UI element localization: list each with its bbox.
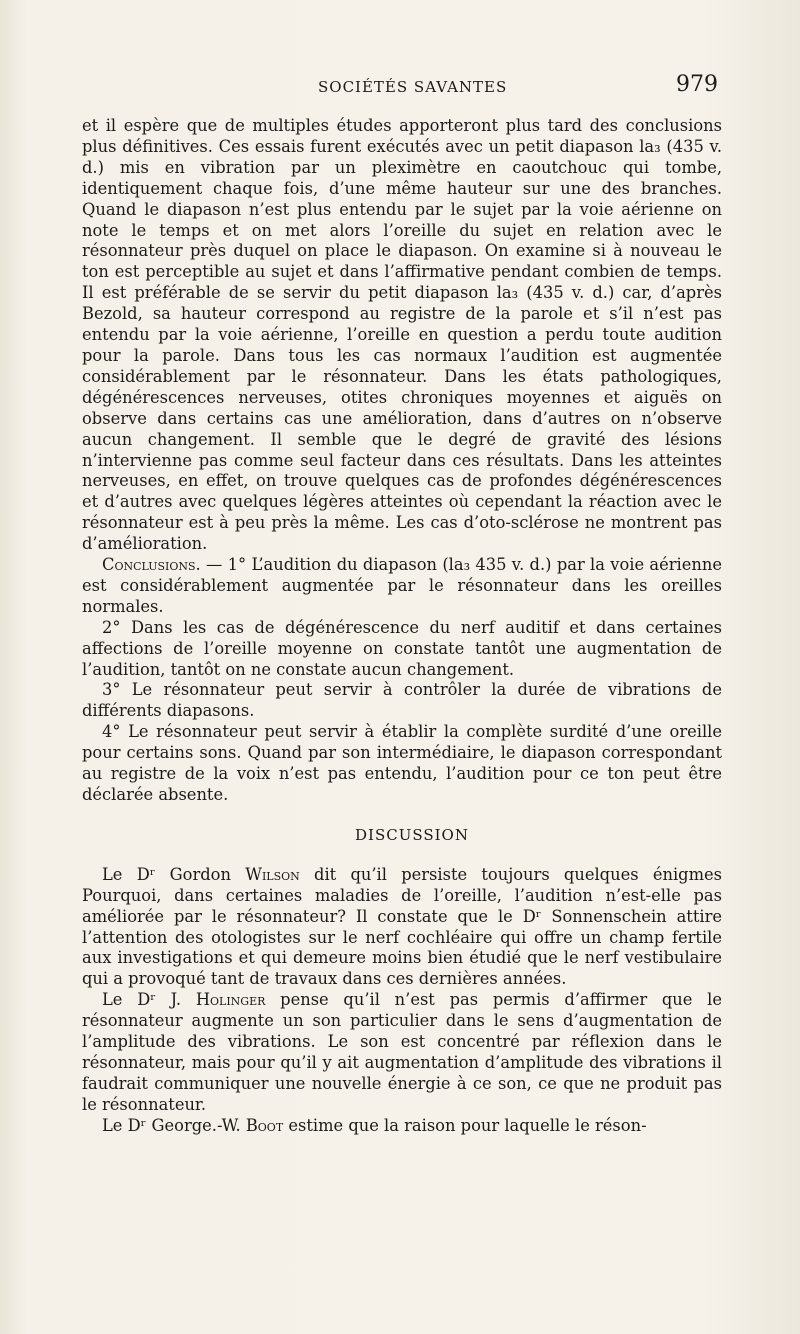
- page-header: [0, 72, 800, 102]
- wilson-name: Wilson: [245, 864, 300, 884]
- conclusion-2: 2° Dans les cas de dégénérescence du nerf auditif et dans certaines affections de l’oreille moyenne on constate tantôt une augmentation de l’audition, tantôt on ne constate aucun changement.: [82, 617, 722, 679]
- conclusion-1-text: — 1° L’audition du diapason (la₃ 435 v. d.) par la voie aérienne est considérablement augmentée par le résonnateur dans les oreilles normales.: [82, 555, 722, 616]
- wilson-text: dit qu’il persiste toujours quelques énigmes Pourquoi, dans certaines maladies de l’oreille, l’audition n’est-elle pas améliorée par le résonnateur? Il constate que le Dʳ Sonnenschein attire l’attention des otologistes sur le nerf cochléaire qui offre un champ fertile aux investigations et qui demeure moins bien étudié que le nerf vestibulaire qui a provoqué tant de travaux dans ces dernières années.: [82, 864, 722, 989]
- wilson-intro: Le Dʳ Gordon: [102, 864, 246, 884]
- conclusion-4: 4° Le résonnateur peut servir à établir la complète surdité d’une oreille pour certains sons. Quand par son intermédiaire, le diapason correspondant au registre de la voix n’est pas entendu, l’audition pour ce ton peut être déclarée absente.: [82, 722, 722, 804]
- boot-text: estime que la raison pour laquelle le réson-: [283, 1115, 647, 1135]
- page-number: 979: [676, 72, 718, 97]
- holinger-intro: Le Dʳ J.: [102, 990, 196, 1010]
- holinger-text: pense qu’il n’est pas permis d’affirmer que le résonnateur augmente un son particulier dans le sens d’augmentation de l’amplitude des vibrations. Le son est concentré par réflexion dans le résonnateur, mais pour qu’il y ait augmentation d’amplitude des vibrations il faudrait communiquer une nouvelle énergie à ce son, ce que ne produit pas le résonnateur.: [82, 990, 722, 1114]
- discussion-boot: [82, 1116, 722, 1137]
- conclusions-label: Conclusions.: [102, 555, 201, 575]
- discussion-wilson: [82, 865, 722, 990]
- holinger-name: Holinger: [195, 990, 266, 1010]
- discussion-heading: DISCUSSION: [355, 825, 469, 844]
- discussion-holinger: [82, 990, 722, 1115]
- conclusion-3: 3° Le résonnateur peut servir à contrôler la durée de vibrations de différents diapasons.: [82, 680, 722, 721]
- paragraph-method: et il espère que de multiples études apporteront plus tard des conclusions plus définitives. Ces essais furent exécutés avec un petit diapason la₃ (435 v. d.) mis en vibration par un pleximètre en caoutchouc qui tombe, identiquement chaque fois, d’une même hauteur sur une des branches. Quand le diapason n’est plus entendu par le sujet par la voie aérienne on note le temps et on met alors l’oreille du sujet en relation avec le résonnateur près duquel on place le diapason. On examine si à nouveau le ton est perceptible au sujet et dans l’affirmative pendant combien de temps. Il est préférable de se servir du petit diapason la₃ (435 v. d.) car, d’après Bezold, sa hauteur correspond au registre de la parole et s’il n’est pas entendu par la voie aérienne, l’oreille en question a perdu toute audition pour la parole. Dans tous les cas normaux l’audition est augmentée considérablement par le résonnateur. Dans les états pathologiques, dégénérescences nerveuses, otites chroniques moyennes et aiguës on observe dans certains cas une amélioration, dans d’autres on n’observe aucun changement. Il semble que le degré de gravité des lésions n’intervienne pas comme seul facteur dans ces résultats. Dans les atteintes nerveuses, en effet, on trouve quelques cas de profondes dégénérescences et d’autres avec quelques légères atteintes où cependant la réaction avec le résonnateur est à peu près la même. Les cas d’oto-sclérose ne montrent pas d’amélioration.: [82, 116, 722, 554]
- running-head: SOCIÉTÉS SAVANTES: [318, 78, 508, 96]
- conclusions-1: [82, 555, 722, 618]
- boot-name: Boot: [245, 1115, 284, 1135]
- page-body: [82, 116, 722, 1137]
- boot-intro: Le Dʳ George.-W.: [102, 1115, 246, 1135]
